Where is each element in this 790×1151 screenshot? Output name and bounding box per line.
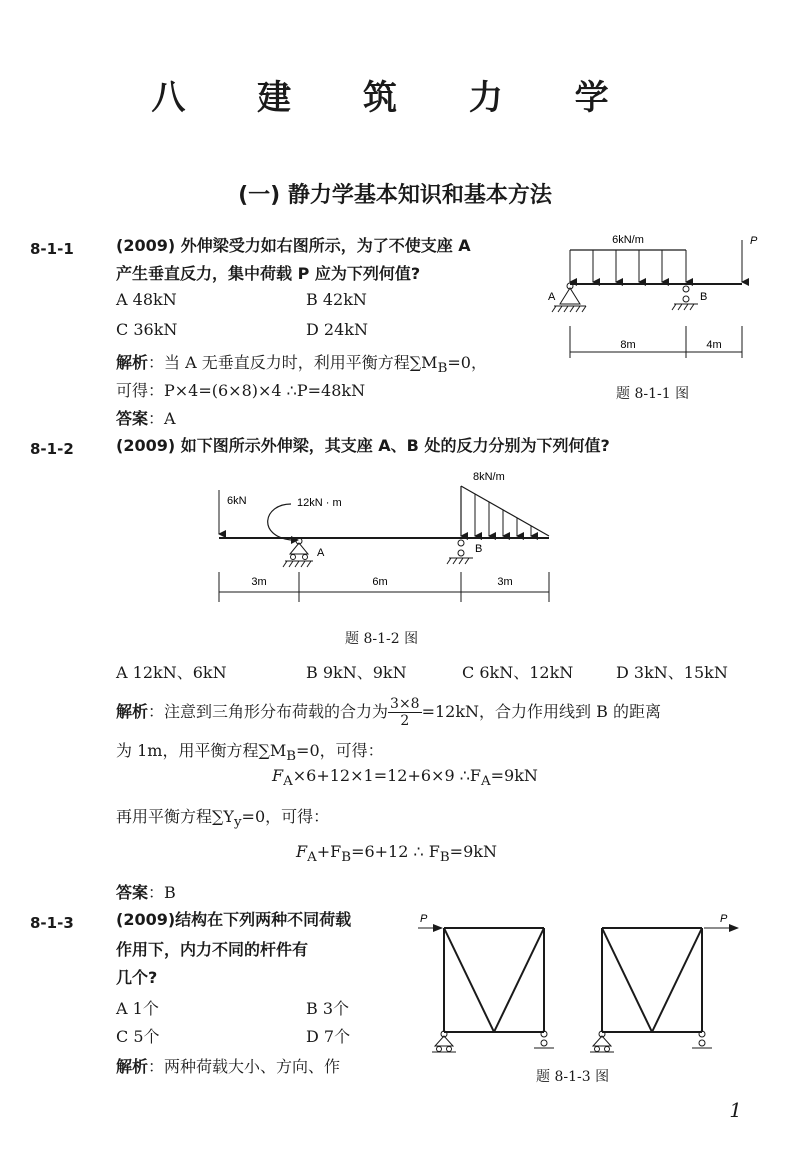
analysis-2-line-2-text: 为 1m，用平衡方程∑M — [116, 741, 287, 760]
option-b-3: B 3个 — [306, 999, 350, 1018]
option-a-3: A 1个 — [116, 999, 159, 1018]
analysis-1-line-1 — [116, 350, 487, 376]
figure-8-1-2 — [205, 468, 565, 608]
force-6kn-label: 6kN — [227, 495, 247, 507]
analysis-1-end: =0， — [447, 353, 487, 372]
question-text-1a: (2009) 外伸梁受力如右图所示，为了不使支座 A — [116, 236, 471, 255]
answer-label-1: 答案 — [116, 409, 149, 428]
question-text-3c: 几个? — [116, 968, 158, 987]
eq1-end: =9kN — [490, 766, 538, 785]
page-number: 1 — [729, 1098, 742, 1122]
option-b-1: B 42kN — [306, 290, 367, 309]
fraction — [388, 696, 422, 729]
support-b-2 — [447, 540, 473, 564]
force-p-label: P — [750, 235, 758, 247]
moment-arc — [268, 504, 291, 540]
option-b-2: B 9kN、9kN — [306, 663, 407, 682]
answer-1 — [116, 406, 176, 429]
caption-8-1-1: 题 8-1-1 图 — [616, 386, 690, 402]
dimension-label-6m: 6m — [372, 576, 388, 588]
dimension-label-3m-left: 3m — [251, 576, 267, 588]
fraction-numerator: 3×8 — [390, 696, 420, 712]
analysis-2-line-2-end: =0，可得： — [296, 741, 384, 760]
option-d-1: D 24kN — [306, 320, 368, 339]
support-b-label-2: B — [475, 543, 483, 555]
eq2-mid: +F — [316, 842, 342, 861]
eq2-mid2: =6+12 ∴ F — [351, 842, 440, 861]
answer-1-value: ：A — [148, 409, 176, 428]
tri-load-label: 8kN/m — [473, 471, 505, 483]
analysis-2-line-3-text: 再用平衡方程∑Y — [116, 807, 234, 826]
option-a-1: A 48kN — [116, 290, 177, 309]
analysis-1-line-2: 可得：P×4=(6×8)×4 ∴P=48kN — [116, 381, 366, 400]
support-b-1 — [672, 286, 698, 310]
fraction-denominator: 2 — [400, 713, 410, 729]
analysis-1-sub: B — [437, 361, 448, 377]
figure-8-1-3 — [410, 906, 760, 1056]
option-c-2: C 6kN、12kN — [462, 663, 574, 682]
force-p-left-label: P — [420, 913, 428, 925]
eq1-f: F — [272, 766, 284, 785]
moment-label: 12kN · m — [297, 497, 342, 509]
eq2-sub3: B — [439, 850, 450, 866]
figure-8-1-1 — [540, 228, 770, 378]
support-right-truss-a — [590, 1031, 614, 1052]
analysis-2-line-3 — [116, 804, 329, 830]
question-number-3: 8-1-3 — [30, 914, 74, 932]
analysis-3-text: ：两种荷载大小、方向、作 — [148, 1057, 341, 1076]
analysis-label-1: 解析 — [116, 353, 149, 372]
load-label-1: 6kN/m — [612, 234, 644, 246]
eq2-end: =9kN — [449, 842, 497, 861]
support-left-truss-a — [432, 1031, 456, 1052]
analysis-2-line-1 — [116, 696, 661, 729]
analysis-2-text-a: ：注意到三角形分布荷载的合力为 — [148, 702, 389, 721]
option-a-2: A 12kN、6kN — [116, 663, 227, 682]
question-text-1b: 产生垂直反力，集中荷载 P 应为下列何值? — [116, 264, 421, 283]
truss-left — [444, 928, 544, 1032]
section-title: (一) 静力学基本知识和基本方法 — [238, 183, 552, 208]
eq1-sub: A — [283, 774, 293, 790]
option-d-3: D 7个 — [306, 1027, 351, 1046]
truss-right — [602, 928, 702, 1032]
eq1-mid: ×6+12×1=12+6×9 ∴F — [292, 766, 481, 785]
answer-label-2: 答案 — [116, 883, 149, 902]
answer-2 — [116, 880, 176, 903]
eq1-sub2: A — [481, 774, 491, 790]
question-text-2: (2009) 如下图所示外伸梁，其支座 A、B 处的反力分别为下列何值? — [116, 436, 610, 455]
dimension-label-3m-right: 3m — [497, 576, 513, 588]
chapter-title: 八 建 筑 力 学 — [151, 78, 639, 118]
tri-load-arrows — [461, 486, 531, 536]
equation-2 — [296, 842, 497, 865]
support-a-2 — [283, 538, 313, 567]
caption-8-1-2: 题 8-1-2 图 — [345, 631, 419, 647]
analysis-1-text: ：当 A 无垂直反力时，利用平衡方程∑M — [148, 353, 438, 372]
support-left-truss-b — [534, 1031, 554, 1048]
question-number-1: 8-1-1 — [30, 240, 74, 258]
analysis-2-text-b: =12kN，合力作用线到 B 的距离 — [421, 702, 661, 721]
force-p-right-label: P — [720, 913, 728, 925]
question-text-3b: 作用下，内力不同的杆件有 — [116, 940, 309, 959]
eq2-f: F — [296, 842, 308, 861]
question-number-2: 8-1-2 — [30, 440, 74, 458]
caption-8-1-3: 题 8-1-3 图 — [536, 1069, 610, 1085]
eq2-sub2: B — [341, 850, 352, 866]
tri-load-hypotenuse — [461, 486, 549, 536]
option-d-2: D 3kN、15kN — [616, 663, 728, 682]
support-b-label-1: B — [700, 291, 708, 303]
analysis-2-line-2-sub: B — [286, 749, 297, 765]
support-a-label-1: A — [548, 291, 556, 303]
analysis-label-3: 解析 — [116, 1057, 149, 1076]
equation-1 — [272, 766, 538, 789]
analysis-label-2: 解析 — [116, 702, 149, 721]
eq2-sub: A — [307, 850, 317, 866]
load-arrows — [570, 250, 686, 282]
question-text-3a: (2009)结构在下列两种不同荷载 — [116, 910, 352, 929]
analysis-2-line-2 — [116, 738, 384, 764]
option-c-1: C 36kN — [116, 320, 178, 339]
option-c-3: C 5个 — [116, 1027, 160, 1046]
support-a-label-2: A — [317, 547, 325, 559]
answer-2-value: ：B — [148, 883, 176, 902]
analysis-2-line-3-end: =0，可得： — [241, 807, 330, 826]
support-right-truss-b — [692, 1031, 712, 1048]
support-a-1 — [552, 283, 586, 312]
analysis-3-line-1 — [116, 1054, 340, 1077]
dimension-label-8m: 8m — [620, 339, 636, 351]
analysis-2-line-3-sub: y — [234, 815, 242, 831]
dimension-label-4m: 4m — [706, 339, 722, 351]
